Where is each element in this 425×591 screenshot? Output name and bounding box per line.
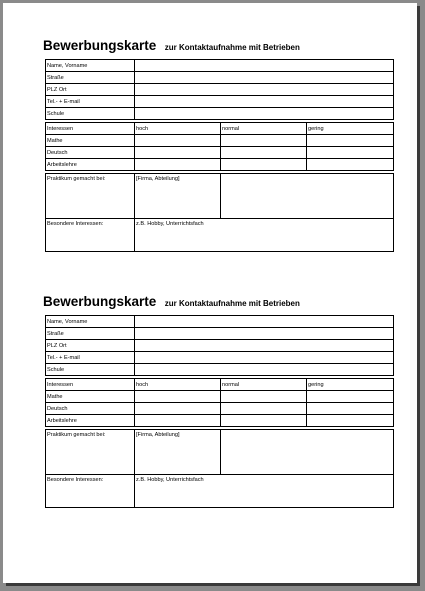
field-label: Straße [46,328,135,340]
rating-cell[interactable] [307,159,394,171]
interests-label: Interessen [46,123,135,135]
rating-cell[interactable] [307,147,394,159]
field-input[interactable] [135,84,394,96]
field-input[interactable] [135,108,394,120]
field-row-city [46,340,394,352]
field-row-school [46,108,394,120]
praktikum-row [46,174,394,219]
field-label: Name, Vorname [46,60,135,72]
card-title [43,37,396,59]
field-label: Tel.- + E-mail [46,352,135,364]
level-normal: normal [221,123,307,135]
level-normal: normal [221,379,307,391]
card-title-subtitle: zur Kontaktaufnahme mit Betrieben [164,299,300,308]
subject-label: Arbeitslehre [46,415,135,427]
field-label: Name, Vorname [46,316,135,328]
field-label: Tel.- + E-mail [46,96,135,108]
besondere-row [46,475,394,508]
card-form-table [45,59,394,252]
rating-cell[interactable] [221,403,307,415]
rating-cell[interactable] [307,391,394,403]
card-title-subtitle: zur Kontaktaufnahme mit Betrieben [164,43,300,52]
field-label: PLZ Ort [46,84,135,96]
praktikum-input[interactable] [221,430,394,475]
field-row-street [46,72,394,84]
card-form-table [45,315,394,508]
subject-row-math [46,391,394,403]
rating-cell[interactable] [307,135,394,147]
application-card [43,37,396,252]
besondere-label: Besondere Interessen: [46,475,135,508]
field-row-contact [46,96,394,108]
field-input[interactable] [135,96,394,108]
field-label: Schule [46,108,135,120]
field-input[interactable] [135,340,394,352]
field-input[interactable] [135,352,394,364]
interests-header-row [46,379,394,391]
rating-cell[interactable] [221,415,307,427]
field-row-school [46,364,394,376]
praktikum-label: Praktikum gemacht bei: [46,430,135,475]
subject-row-math [46,135,394,147]
field-row-street [46,328,394,340]
rating-cell[interactable] [135,159,221,171]
praktikum-input[interactable] [221,174,394,219]
rating-cell[interactable] [135,147,221,159]
field-input[interactable] [135,364,394,376]
subject-label: Mathe [46,135,135,147]
rating-cell[interactable] [307,403,394,415]
besondere-hint[interactable]: z.B. Hobby, Unterrichtsfach [135,475,394,508]
field-row-name [46,316,394,328]
level-low: gering [307,379,394,391]
field-row-contact [46,352,394,364]
praktikum-row [46,430,394,475]
level-high: hoch [135,123,221,135]
subject-row-work [46,415,394,427]
rating-cell[interactable] [221,391,307,403]
level-high: hoch [135,379,221,391]
subject-row-german [46,403,394,415]
subject-label: Deutsch [46,147,135,159]
rating-cell[interactable] [135,403,221,415]
field-input[interactable] [135,72,394,84]
card-title-main: Bewerbungskarte [43,294,157,309]
besondere-hint[interactable]: z.B. Hobby, Unterrichtsfach [135,219,394,252]
subject-row-german [46,147,394,159]
application-card [43,293,396,508]
praktikum-label: Praktikum gemacht bei: [46,174,135,219]
rating-cell[interactable] [135,135,221,147]
field-label: PLZ Ort [46,340,135,352]
interests-label: Interessen [46,379,135,391]
rating-cell[interactable] [135,391,221,403]
card-title-main: Bewerbungskarte [43,38,157,53]
level-low: gering [307,123,394,135]
besondere-label: Besondere Interessen: [46,219,135,252]
field-input[interactable] [135,316,394,328]
field-row-name [46,60,394,72]
field-label: Schule [46,364,135,376]
subject-row-work [46,159,394,171]
field-label: Straße [46,72,135,84]
subject-label: Arbeitslehre [46,159,135,171]
rating-cell[interactable] [307,415,394,427]
document-page [3,3,417,583]
rating-cell[interactable] [221,159,307,171]
besondere-row [46,219,394,252]
interests-header-row [46,123,394,135]
field-input[interactable] [135,60,394,72]
rating-cell[interactable] [221,135,307,147]
rating-cell[interactable] [221,147,307,159]
subject-label: Deutsch [46,403,135,415]
subject-label: Mathe [46,391,135,403]
card-title [43,293,396,315]
rating-cell[interactable] [135,415,221,427]
field-input[interactable] [135,328,394,340]
praktikum-hint[interactable]: [Firma, Abteilung] [135,430,221,475]
praktikum-hint[interactable]: [Firma, Abteilung] [135,174,221,219]
field-row-city [46,84,394,96]
